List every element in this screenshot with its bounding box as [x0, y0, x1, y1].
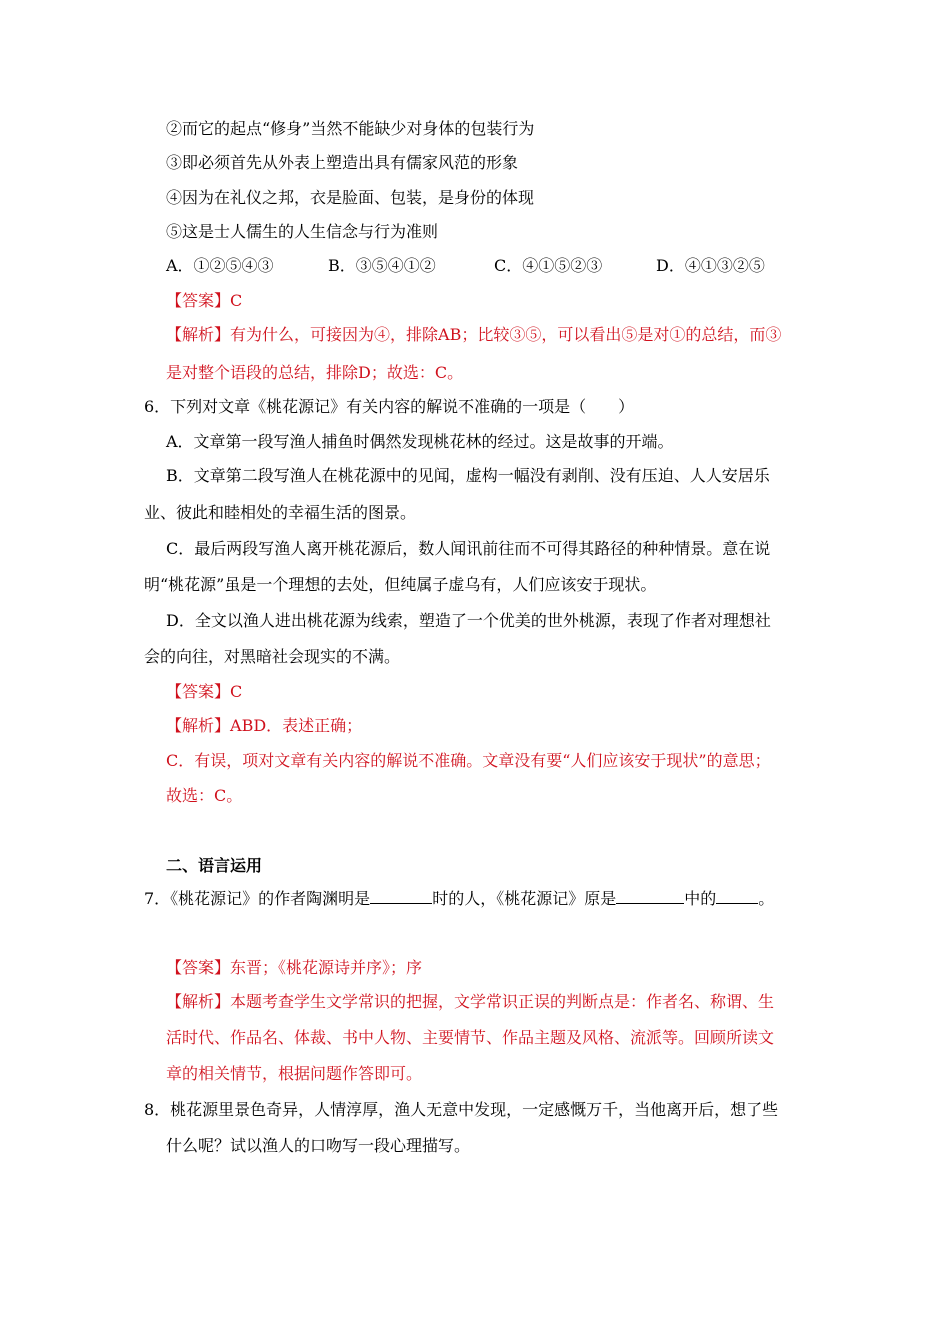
analysis-text: 有为什么，可接因为④，排除AB；比较③⑤，可以看出⑤是对①的总结，而③ — [230, 325, 782, 344]
q5-analysis-line-1 — [166, 324, 781, 346]
q6-analysis-line-2: C．有误，项对文章有关内容的解说不准确。文章没有要“人们应该安于现状”的意思； — [166, 751, 771, 770]
q5-item-3: ③即必须首先从外表上塑造出具有儒家风范的形象 — [166, 153, 519, 172]
q7-text-3: 中的 — [684, 889, 717, 908]
q8-stem-line-1: 8．桃花源里景色奇异，人情淳厚，渔人无意中发现，一定感慨万千，当他离开后，想了些 — [144, 1100, 779, 1119]
q6-option-a: A．文章第一段写渔人捕鱼时偶然发现桃花林的经过。这是故事的开端。 — [166, 432, 674, 451]
answer-tag: 【答案】 — [166, 958, 231, 977]
q5-option-b: B．③⑤④①② — [328, 256, 436, 275]
q7-analysis-line-3: 章的相关情节，根据问题作答即可。 — [166, 1064, 423, 1083]
analysis-tag: 【解析】 — [166, 716, 231, 735]
q6-option-d-line-1: D．全文以渔人进出桃花源为线索，塑造了一个优美的世外桃源，表现了作者对理想社 — [166, 611, 771, 630]
analysis-tag: 【解析】 — [166, 992, 231, 1011]
q8-stem-line-2: 什么呢？试以渔人的口吻写一段心理描写。 — [166, 1136, 471, 1155]
q5-option-c: C．④①⑤②③ — [494, 256, 603, 275]
analysis-text: ABD．表述正确； — [230, 716, 363, 735]
q5-answer — [166, 290, 242, 312]
q7-answer — [166, 957, 422, 979]
q7-analysis-line-1 — [166, 991, 774, 1013]
q6-option-c-line-1: C．最后两段写渔人离开桃花源后，数人闻讯前往而不可得其路径的种种情景。意在说 — [166, 539, 771, 558]
q7-stem — [144, 888, 774, 910]
q5-item-5: ⑤这是士人儒生的人生信念与行为准则 — [166, 222, 439, 241]
q5-item-4: ④因为在礼仪之邦，衣是脸面、包装，是身份的体现 — [166, 188, 535, 207]
answer-value: C — [230, 682, 243, 701]
fill-blank-2 — [616, 889, 684, 904]
answer-value: C — [230, 291, 243, 310]
analysis-text: 本题考查学生文学常识的把握，文学常识正误的判断点是：作者名、称谓、生 — [230, 992, 775, 1011]
q5-analysis-line-2: 是对整个语段的总结，排除D；故选：C。 — [166, 363, 464, 382]
q5-option-a: A．①②⑤④③ — [166, 256, 274, 275]
q7-analysis-line-2: 活时代、作品名、体裁、书中人物、主要情节、作品主题及风格、流派等。回顾所读文 — [166, 1028, 775, 1047]
q7-text-1: 7．《桃花源记》的作者陶渊明是 — [144, 889, 371, 908]
analysis-tag: 【解析】 — [166, 325, 231, 344]
q6-option-b-line-2: 业、彼此和睦相处的幸福生活的图景。 — [144, 503, 417, 522]
section-title: 二、语言运用 — [166, 856, 263, 875]
q6-option-c-line-2: 明“桃花源”虽是一个理想的去处，但纯属子虚乌有，人们应该安于现状。 — [144, 575, 657, 594]
q5-option-d: D．④①③②⑤ — [656, 256, 765, 275]
answer-value: 东晋；《桃花源诗并序》；序 — [230, 958, 423, 977]
q7-text-2: 时的人，《桃花源记》原是 — [432, 889, 617, 908]
q6-analysis-line-3: 故选：C。 — [166, 786, 243, 805]
fill-blank-3 — [716, 889, 758, 904]
q6-answer — [166, 681, 242, 703]
fill-blank-1 — [370, 889, 432, 904]
q5-item-2: ②而它的起点“修身”当然不能缺少对身体的包装行为 — [166, 119, 535, 138]
q6-analysis-line-1 — [166, 715, 362, 737]
answer-tag: 【答案】 — [166, 682, 231, 701]
answer-tag: 【答案】 — [166, 291, 231, 310]
q6-option-d-line-2: 会的向往，对黑暗社会现实的不满。 — [144, 647, 401, 666]
q6-option-b-line-1: B．文章第二段写渔人在桃花源中的见闻，虚构一幅没有剥削、没有压迫、人人安居乐 — [166, 466, 770, 485]
q6-stem: 6．下列对文章《桃花源记》有关内容的解说不准确的一项是（ ） — [144, 397, 635, 416]
q7-text-4: 。 — [758, 889, 775, 908]
